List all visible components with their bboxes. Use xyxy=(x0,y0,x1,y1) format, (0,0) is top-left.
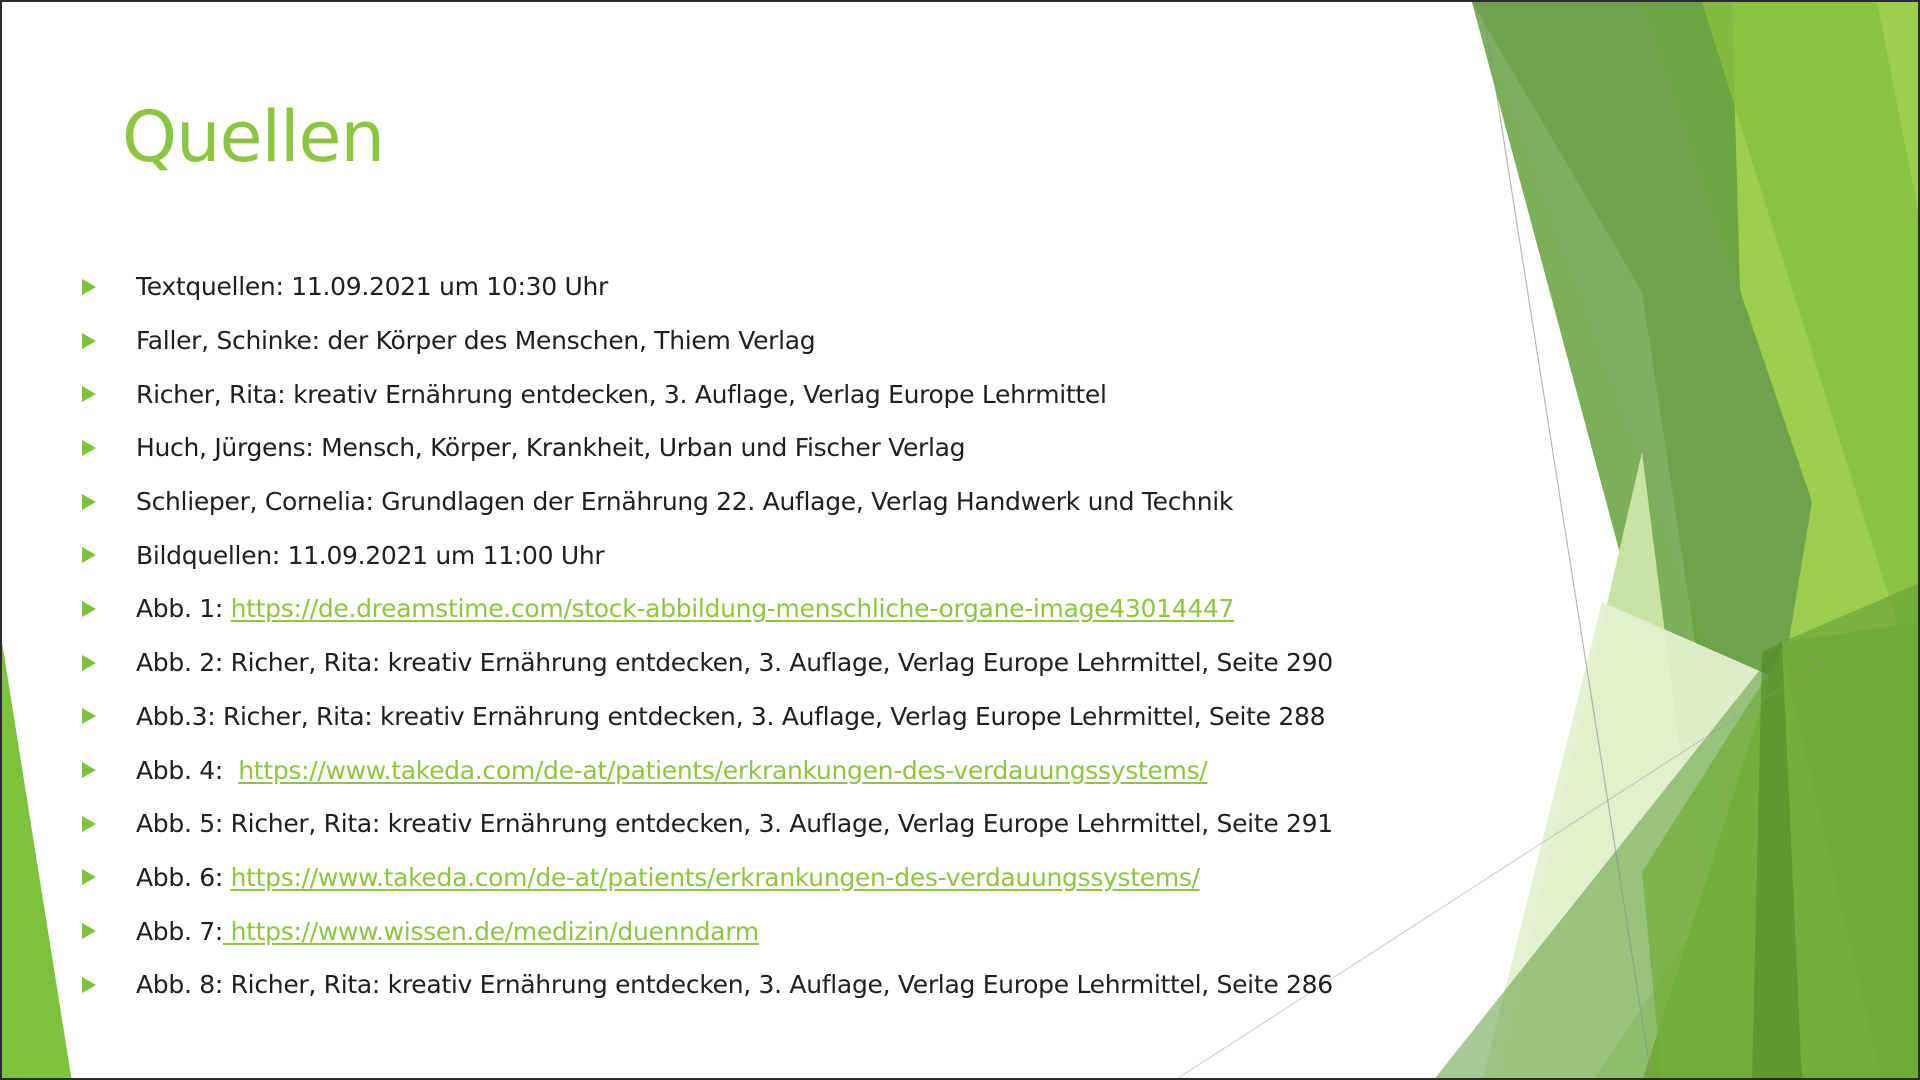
list-item-text: Bildquellen: 11.09.2021 um 11:00 Uhr xyxy=(136,540,605,570)
list-item-text: Richer, Rita: kreativ Ernährung entdecken, 3. Auflage, Verlag Europe Lehrmittel xyxy=(136,379,1107,409)
triangle-bullet-icon xyxy=(82,869,96,885)
triangle-bullet-icon xyxy=(82,655,96,671)
list-item-text xyxy=(136,917,759,946)
list-item-text xyxy=(136,756,1207,785)
list-item-prefix: Abb. 7: xyxy=(136,916,223,946)
list-item-text: Abb.3: Richer, Rita: kreativ Ernährung entdecken, 3. Auflage, Verlag Europe Lehrmittel, Seite 288 xyxy=(136,701,1326,731)
list-item xyxy=(82,743,1333,797)
list-item-text xyxy=(136,594,1234,623)
list-item-text: Huch, Jürgens: Mensch, Körper, Krankheit, Urban und Fischer Verlag xyxy=(136,433,966,463)
list-item xyxy=(82,475,1333,529)
triangle-bullet-icon xyxy=(82,601,96,617)
list-item-text: Faller, Schinke: der Körper des Menschen, Thiem Verlag xyxy=(136,326,816,356)
list-item-text: Schlieper, Cornelia: Grundlagen der Ernährung 22. Auflage, Verlag Handwerk und Technik xyxy=(136,487,1234,517)
page-title: Quellen xyxy=(122,96,384,178)
triangle-bullet-icon xyxy=(82,923,96,939)
source-link[interactable]: https://de.dreamstime.com/stock-abbildung-menschliche-organe-image43014447 xyxy=(230,594,1235,624)
source-link[interactable]: https://www.wissen.de/medizin/duenndarm xyxy=(222,916,759,946)
triangle-bullet-icon xyxy=(82,440,96,456)
list-item-prefix: Abb. 4: xyxy=(136,755,239,785)
source-link[interactable]: https://www.takeda.com/de-at/patients/erkrankungen-des-verdauungssystems/ xyxy=(238,755,1208,785)
triangle-bullet-icon xyxy=(82,386,96,402)
list-item xyxy=(82,582,1333,636)
list-item xyxy=(82,528,1333,582)
list-item xyxy=(82,314,1333,368)
list-item xyxy=(82,421,1333,475)
list-item-text: Textquellen: 11.09.2021 um 10:30 Uhr xyxy=(136,272,608,302)
list-item xyxy=(82,636,1333,690)
list-item-prefix: Abb. 1: xyxy=(136,594,231,624)
source-link[interactable]: https://www.takeda.com/de-at/patients/erkrankungen-des-verdauungssystems/ xyxy=(230,862,1200,892)
triangle-bullet-icon xyxy=(82,708,96,724)
list-item xyxy=(82,367,1333,421)
list-item xyxy=(82,904,1333,958)
triangle-bullet-icon xyxy=(82,333,96,349)
list-item-text xyxy=(136,863,1200,892)
list-item-text: Abb. 5: Richer, Rita: kreativ Ernährung entdecken, 3. Auflage, Verlag Europe Lehrmittel, Seite 291 xyxy=(136,809,1333,839)
list-item-text: Abb. 8: Richer, Rita: kreativ Ernährung entdecken, 3. Auflage, Verlag Europe Lehrmittel, Seite 286 xyxy=(136,970,1333,1000)
triangle-bullet-icon xyxy=(82,279,96,295)
list-item xyxy=(82,260,1333,314)
list-item-prefix: Abb. 6: xyxy=(136,862,231,892)
list-item xyxy=(82,797,1333,851)
source-list xyxy=(82,260,1333,1012)
triangle-bullet-icon xyxy=(82,977,96,993)
triangle-bullet-icon xyxy=(82,816,96,832)
list-item-text: Abb. 2: Richer, Rita: kreativ Ernährung entdecken, 3. Auflage, Verlag Europe Lehrmittel, Seite 290 xyxy=(136,648,1333,678)
triangle-bullet-icon xyxy=(82,547,96,563)
triangle-bullet-icon xyxy=(82,762,96,778)
list-item xyxy=(82,851,1333,905)
triangle-bullet-icon xyxy=(82,494,96,510)
list-item xyxy=(82,690,1333,744)
list-item xyxy=(82,958,1333,1012)
